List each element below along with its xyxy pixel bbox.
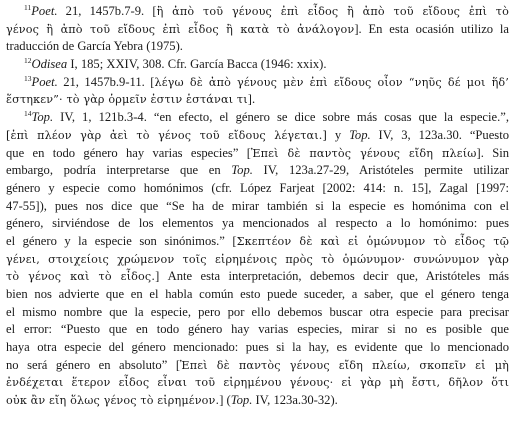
- footnote-14-line-10: τὸ γένος καὶ τὸ εἶδος.] Ante esta interpretación, debemos decir que, Aristóteles más: [6, 269, 509, 284]
- citation: Top.: [230, 393, 253, 408]
- footnote-14-line-3: que en todo género hay varias especies” [Ἐπεὶ δὲ παντὸς γένους εἴδη πλείω]. Sin: [6, 145, 509, 160]
- footnote-14-line-17: οὐκ ἂν εἴη ὅλως γένος τὸ εἰρημένον.] (Top. IV, 123a.30-32).: [6, 393, 338, 408]
- citation: Poet.: [31, 74, 58, 89]
- footnote-number: 13: [24, 73, 32, 83]
- greek-quote: Ἐπεὶ δὲ παντὸς γένους εἴδη πλείω, σκοπεῖν εἰ μὴ: [180, 358, 509, 372]
- footnote-14-line-16: [6, 374, 509, 392]
- footnote-14-line-1: $^{14}$Top. IV, 1, 121b.3-4. “en efecto, el género se dice sobre más cosas que la especie.”,: [24, 109, 509, 125]
- greek-quote: λέγω δὲ ἀπὸ γένους μὲν ἐπὶ εἴδους οἷον “νηῦς δέ μοι ἥδ’: [154, 75, 509, 89]
- footnote-14-line-9: [6, 251, 509, 269]
- footnote-14-line-11: bien nos advierte que en el habla común esto puede suceder, a saber, que el género tenga: [6, 287, 509, 301]
- greek-quote: ἕστηκεν”· τὸ γὰρ ὁρμεῖν ἐστιν ἑστάναι τι: [6, 93, 248, 107]
- citation: Top.: [31, 110, 54, 125]
- greek-quote: γένος ἢ ἀπὸ τοῦ εἴδους ἐπὶ εἶδος ἢ κατὰ τὸ ἀνάλογον: [6, 22, 355, 36]
- footnote-11-line-3: traducción de García Yebra (1975).: [6, 39, 183, 54]
- footnote-number: 11: [24, 3, 32, 12]
- footnote-13-line-2: ἕστηκεν”· τὸ γὰρ ὁρμεῖν ἐστιν ἑστάναι τι].: [6, 92, 256, 107]
- footnote-14-line-14: haya otra especie del género mencionado: pues si la hay, es evidente que lo mencionado: [6, 340, 509, 355]
- footnote-14-line-15: no será género en absoluto” [Ἐπεὶ δὲ παντὸς γένους εἴδη πλείω, σκοπεῖν εἰ μὴ: [6, 357, 509, 372]
- footnote-13-line-1: $^{13}$Poet. 21, 1457b.9-11. [λέγω δὲ ἀπὸ γένους μὲν ἐπὶ εἴδους οἷον “νηῦς δέ μοι ἥδ’: [24, 73, 509, 89]
- citation: Odisea: [31, 57, 68, 72]
- greek-quote: Ἐπεὶ δὲ παντὸς γένους εἴδη πλείω: [250, 146, 477, 160]
- footnote-14-line-4: embargo, podría interpretarse que en Top. IV, 123a.27-29, Aristóteles permite utilizar: [6, 163, 509, 178]
- footnote-14-line-13: el error: “Puesto que en todo género hay varias especies, mirar si no es posible que: [6, 322, 509, 337]
- footnote-number: 12: [24, 56, 32, 66]
- footnote-11-line-1: $^{11}$Poet. 21, 1457b.7-9. [ἢ ἀπὸ τοῦ γένους ἐπὶ εἶδος ἢ ἀπὸ τοῦ εἴδους ἐπὶ τὸ: [24, 3, 509, 18]
- footnote-14-line-7: género, sirviéndose de los elementos ya mencionados al respecto a lo homónimo: pues: [6, 216, 509, 231]
- greek-quote: ἐνδέχεται ἕτερον εἶδος εἶναι τοῦ εἰρημένου γένους· εἰ γὰρ μὴ ἔστι, δῆλον ὅτι: [6, 376, 509, 390]
- footnote-number: 14: [24, 109, 32, 119]
- footnote-14-line-5: género y especie como homónimos (cfr. López Farjeat [2002: 414: n. 15], Zagal [1997:: [6, 180, 509, 195]
- footnote-14-line-12: el mismo nombre que la especie, pero por ello debemos buscar otra especie para precisar: [6, 304, 509, 319]
- footnote-12: $^{12}$Odisea I, 185; XXIV, 308. Cfr. García Bacca (1946: xxix).: [24, 56, 327, 72]
- greek-quote: Σκεπτέον δὲ καὶ εἰ ὁμώνυμον τὸ εἶδος τῷ: [236, 234, 509, 248]
- citation: Top.: [231, 163, 253, 178]
- citation: Poet.: [31, 4, 58, 18]
- greek-quote: [ἐπὶ πλέον γὰρ ἀεὶ τὸ γένος τοῦ εἴδους λέγεται.]: [6, 128, 328, 142]
- greek-quote: οὐκ ἂν εἴη ὅλως γένος τὸ εἰρημένον.: [6, 394, 220, 408]
- greek-quote: γένει, στοιχείοις χρώμενον τοῖς εἰρημένοις πρὸς τὸ ὁμώνυμον· συνώνυμον γὰρ: [6, 252, 509, 266]
- footnote-14-line-2: [ἐπὶ πλέον γὰρ ἀεὶ τὸ γένος τοῦ εἴδους λέγεται.] y Top. IV, 3, 123a.30. “Puesto: [6, 127, 509, 142]
- footnote-14-line-8: el género y la especie son sinónimos.” [Σκεπτέον δὲ καὶ εἰ ὁμώνυμον τὸ εἶδος τῷ: [6, 233, 509, 248]
- footnote-14-line-6: 47-55]), pues nos dice que “Se ha de mirar también si la especie es homónima con el: [6, 198, 509, 213]
- citation: Top.: [349, 127, 371, 142]
- greek-quote: ἢ ἀπὸ τοῦ γένους ἐπὶ εἶδος ἢ ἀπὸ τοῦ εἴδους ἐπὶ τὸ: [156, 5, 509, 18]
- footnote-11-line-2: γένος ἢ ἀπὸ τοῦ εἴδους ἐπὶ εἶδος ἢ κατὰ τὸ ἀνάλογον]. En esta ocasión utilizo la: [6, 21, 509, 36]
- greek-quote: τὸ γένος καὶ τὸ εἶδος.: [6, 270, 156, 284]
